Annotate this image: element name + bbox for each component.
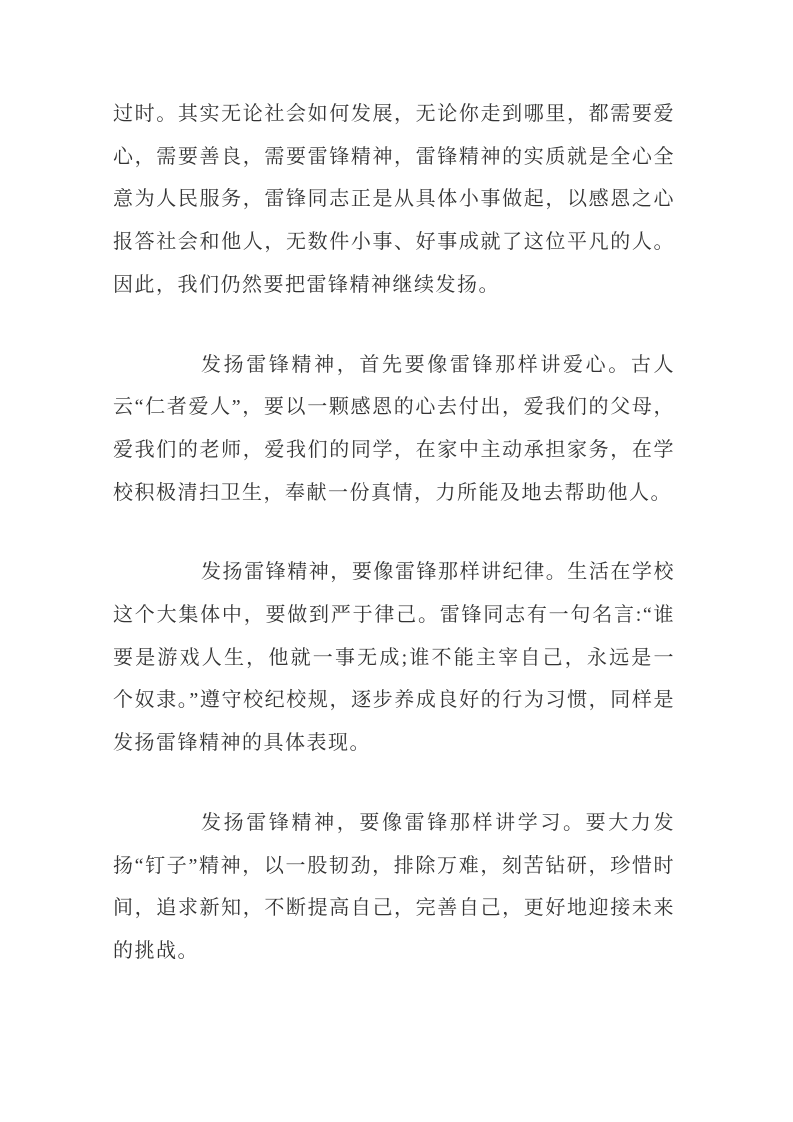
paragraph-3: 发扬雷锋精神，要像雷锋那样讲纪律。生活在学校这个大集体中，要做到严于律己。雷锋同志有一句名言:“谁要是游戏人生，他就一事无成;谁不能主宰自己，永远是一个奴隶。”遵守校纪校规，逐步养成良好的行为习惯，同样是发扬雷锋精神的具体表现。 <box>113 561 675 755</box>
paragraph-1: 过时。其实无论社会如何发展，无论你走到哪里，都需要爱心，需要善良，需要雷锋精神，雷锋精神的实质就是全心全意为人民服务，雷锋同志正是从具体小事做起，以感恩之心报答社会和他人，无数件小事、好事成就了这位平凡的人。因此，我们仍然要把雷锋精神继续发扬。 <box>113 103 675 296</box>
paragraph-2: 发扬雷锋精神，首先要像雷锋那样讲爱心。古人云“仁者爱人”，要以一颗感恩的心去付出，爱我们的父母，爱我们的老师，爱我们的同学，在家中主动承担家务，在学校积极清扫卫生，奉献一份真情，力所能及地去帮助他人。 <box>113 353 675 504</box>
paragraph-4: 发扬雷锋精神，要像雷锋那样讲学习。要大力发扬“钉子”精神，以一股韧劲，排除万难，刻苦钻研，珍惜时间，追求新知，不断提高自己，完善自己，更好地迎接未来的挑战。 <box>113 811 675 962</box>
